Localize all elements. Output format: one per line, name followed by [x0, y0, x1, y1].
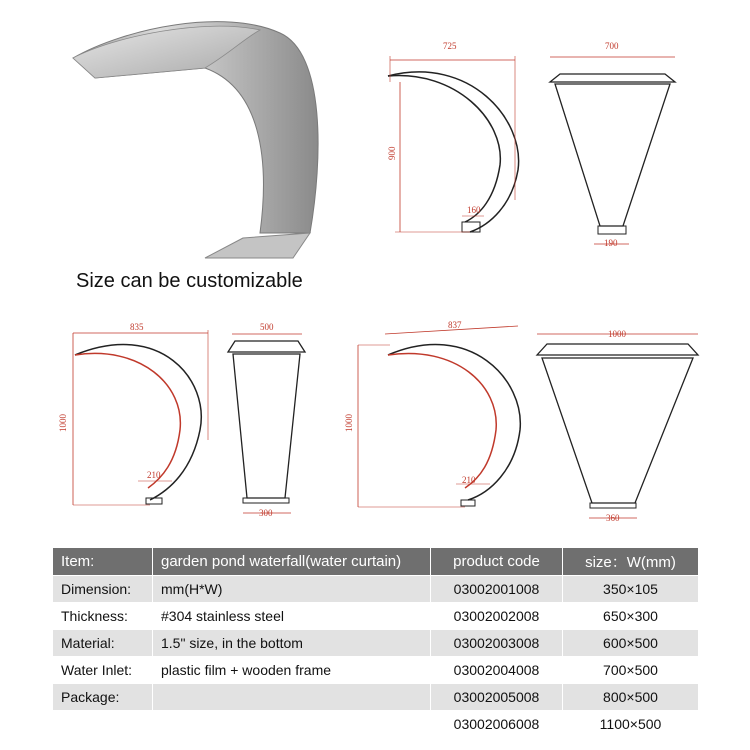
row-label: Dimension: — [53, 576, 153, 603]
row-size: 700×500 — [563, 657, 699, 684]
side-view-1 — [388, 56, 519, 232]
header-product-name: garden pond waterfall(water curtain) — [153, 548, 431, 576]
table-row — [53, 603, 699, 630]
row-code: 03002006008 — [431, 711, 563, 738]
row-value: #304 stainless steel — [153, 603, 431, 630]
dim-bottom-2: 210 — [147, 470, 161, 480]
dim-top-front-1: 700 — [605, 41, 619, 51]
row-size: 1100×500 — [563, 711, 699, 738]
row-code: 03002003008 — [431, 630, 563, 657]
row-value: plastic film + wooden frame — [153, 657, 431, 684]
row-code: 03002002008 — [431, 603, 563, 630]
row-value: mm(H*W) — [153, 576, 431, 603]
table-row — [53, 684, 699, 711]
dim-bottom-front-2: 300 — [259, 508, 273, 518]
front-view-2 — [228, 334, 305, 513]
dim-top-front-2: 500 — [260, 322, 274, 332]
dim-bottom-front-1: 190 — [604, 238, 618, 248]
row-code: 03002001008 — [431, 576, 563, 603]
table-row — [53, 657, 699, 684]
row-label: Material: — [53, 630, 153, 657]
table-row — [53, 630, 699, 657]
row-value — [153, 684, 431, 711]
dim-bottom-3: 210 — [462, 475, 476, 485]
front-view-1 — [550, 57, 675, 244]
row-value: 1.5" size, in the bottom — [153, 630, 431, 657]
row-label — [53, 711, 153, 738]
dim-width-2: 835 — [130, 322, 144, 332]
row-label: Water Inlet: — [53, 657, 153, 684]
dim-bottom-front-3: 360 — [606, 513, 620, 523]
header-item: Item: — [53, 548, 153, 576]
dim-bottom-1: 160 — [467, 205, 481, 215]
table-header-row — [53, 548, 699, 576]
spec-table — [52, 547, 699, 738]
front-view-3 — [537, 334, 698, 518]
customizable-caption: Size can be customizable — [76, 270, 303, 292]
row-size: 350×105 — [563, 576, 699, 603]
row-size: 650×300 — [563, 603, 699, 630]
row-size: 800×500 — [563, 684, 699, 711]
dim-height-3: 1000 — [344, 414, 354, 432]
row-value — [153, 711, 431, 738]
dim-width-1: 725 — [443, 41, 457, 51]
dim-height-1: 900 — [387, 146, 397, 160]
row-code: 03002005008 — [431, 684, 563, 711]
row-size: 600×500 — [563, 630, 699, 657]
table-row — [53, 711, 699, 738]
side-view-3 — [358, 326, 520, 507]
row-label: Thickness: — [53, 603, 153, 630]
dim-top-front-3: 1000 — [608, 329, 626, 339]
table-row — [53, 576, 699, 603]
row-label: Package: — [53, 684, 153, 711]
dim-width-3: 837 — [448, 320, 462, 330]
header-product-code: product code — [431, 548, 563, 576]
dim-height-2: 1000 — [58, 414, 68, 432]
row-code: 03002004008 — [431, 657, 563, 684]
header-size: size：W(mm) — [563, 548, 699, 576]
side-view-2 — [73, 330, 208, 505]
